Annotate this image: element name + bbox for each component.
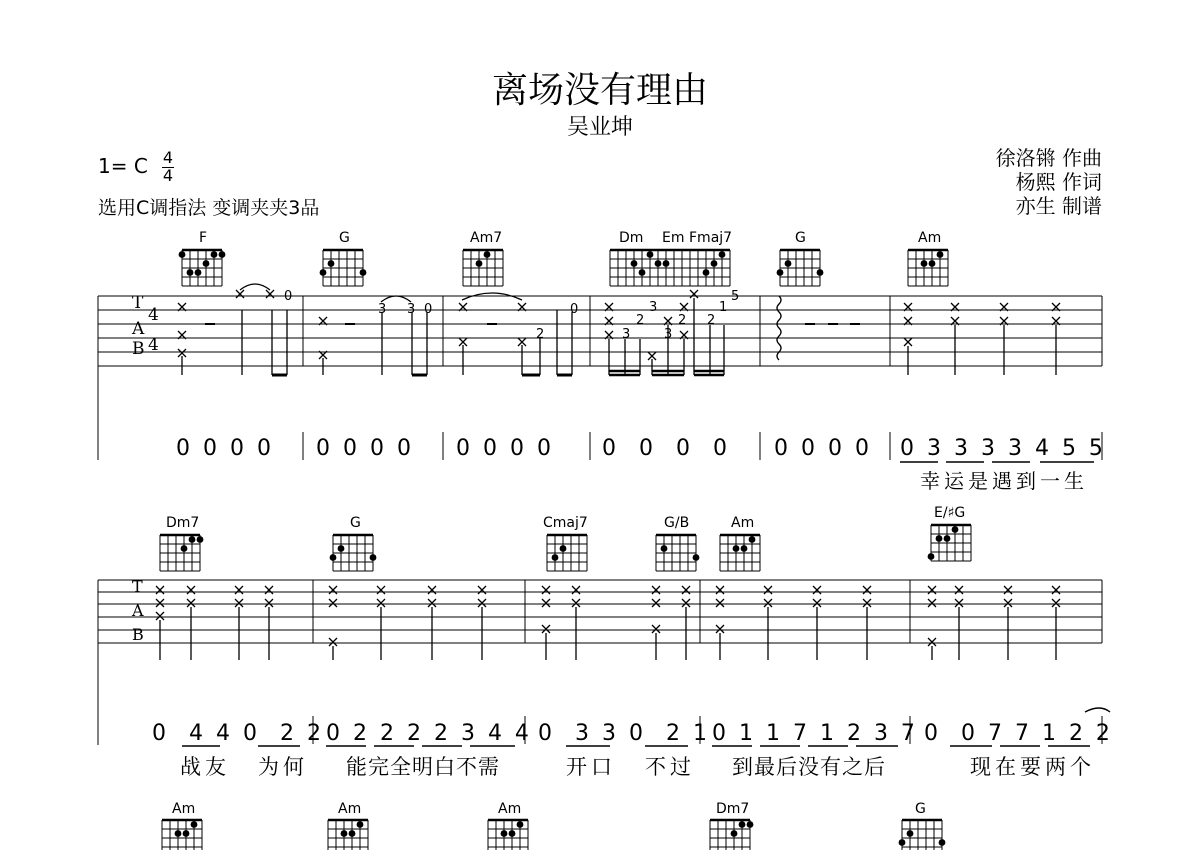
jianpu-bar-3: 0 0 0 0 (456, 436, 554, 461)
lyric-5: 开口 (566, 755, 616, 779)
capo-note: 选用C调指法 变调夹夹3品 (98, 197, 320, 219)
lyric-1: 幸运是遇到一生 (920, 469, 1088, 493)
chord-Dm7: Dm7 (166, 515, 200, 531)
lyric-2: 战友 (180, 755, 230, 779)
tab-notes-2 (156, 586, 1060, 660)
chord-diagram-Am-3 (162, 820, 202, 850)
finger-dot (175, 830, 182, 837)
key-signature: 1= C (98, 154, 148, 178)
tab-clef-2 (131, 577, 144, 644)
tab-letter-a: A (132, 319, 145, 339)
svg-text:5: 5 (731, 289, 740, 304)
chord-diagram-Am7 (463, 250, 503, 286)
finger-dot (338, 545, 345, 552)
svg-text:T: T (132, 577, 143, 596)
chord-diagram-Am-5 (488, 820, 528, 850)
chord-F: F (199, 230, 208, 246)
finger-dot (187, 269, 194, 276)
finger-dot (747, 821, 754, 828)
tab-letter-b: B (132, 339, 145, 359)
finger-dot (183, 830, 190, 837)
finger-dot (189, 536, 196, 543)
svg-text:3: 3 (407, 302, 416, 317)
finger-dot (501, 830, 508, 837)
svg-text:2: 2 (536, 327, 545, 342)
svg-text:2: 2 (678, 313, 687, 328)
jianpu-bar-1: 0 0 0 0 (176, 436, 274, 461)
chord-E-sharpG: E/♯G (934, 505, 966, 521)
lyric-8: 现在要两个 (970, 755, 1095, 779)
lyrics-2 (180, 755, 1095, 779)
finger-dot (785, 260, 792, 267)
song-artist: 吴业坤 (566, 115, 633, 140)
finger-dot (360, 269, 367, 276)
chord-diagram-G-3 (330, 535, 377, 571)
finger-dot (330, 554, 337, 561)
tab-fret-numbers-1 (284, 289, 739, 342)
tab-notes-1 (178, 284, 1060, 375)
finger-dot (731, 830, 738, 837)
chord-Am7: Am7 (470, 230, 503, 246)
finger-dot (939, 839, 946, 846)
svg-text:2: 2 (636, 313, 645, 328)
svg-text:A: A (132, 601, 144, 620)
finger-dot (197, 536, 204, 543)
finger-dot (907, 830, 914, 837)
svg-text:0: 0 (570, 302, 579, 317)
lyric-6: 不过 (645, 755, 695, 779)
svg-text:0: 0 (284, 289, 293, 304)
finger-dot (328, 260, 335, 267)
finger-dot (341, 830, 348, 837)
svg-text:3: 3 (622, 327, 631, 342)
chord-diagram-Dm7-2 (710, 820, 753, 850)
finger-dot (693, 554, 700, 561)
finger-dot (219, 251, 226, 258)
chord-Cmaj7: Cmaj7 (543, 515, 588, 531)
chord-Am: Am (918, 230, 942, 246)
finger-dot (936, 535, 943, 542)
jianpu-bar-6: 0 3 3 3 3 4 5 5 (900, 436, 1106, 461)
finger-dot (370, 554, 377, 561)
chord-diagram-Am-2 (720, 535, 760, 571)
finger-dot (937, 251, 944, 258)
numbered-notation-1 (176, 436, 1106, 461)
svg-text:3: 3 (649, 300, 658, 315)
finger-dot (195, 269, 202, 276)
chord-Dm: Dm (619, 230, 644, 246)
finger-dot (509, 830, 516, 837)
finger-dot (777, 269, 784, 276)
chord-diagram-G (320, 250, 367, 286)
finger-dot (817, 269, 824, 276)
jianpu-bar-4: 0 0 0 0 (602, 436, 730, 461)
jianpu-bar-7: 0 4 4 0 2 2 (152, 721, 324, 746)
finger-dot (320, 269, 327, 276)
chord-diagram-Dm7 (160, 535, 203, 571)
finger-dot (484, 251, 491, 258)
chord-Am-3: Am (172, 801, 196, 817)
lyric-3: 为何 (258, 755, 308, 779)
finger-dot (749, 536, 756, 543)
finger-dot (952, 526, 959, 533)
svg-text:0: 0 (424, 302, 433, 317)
svg-text:2: 2 (707, 313, 716, 328)
jianpu-bar-5: 0 0 0 0 (774, 436, 872, 461)
chord-diagram-Am-4 (328, 820, 368, 850)
tab-clef-1 (131, 293, 159, 359)
chord-names-2 (166, 505, 965, 531)
chord-Fmaj7: Fmaj7 (689, 230, 733, 246)
finger-dot (631, 260, 638, 267)
time-signature-top: 4 (162, 148, 174, 167)
chord-diagrams-3 (162, 820, 945, 850)
chord-Am-4: Am (338, 801, 362, 817)
tab-time-bottom: 4 (148, 335, 159, 355)
chord-G-2: G (795, 230, 806, 246)
svg-text:3: 3 (664, 327, 673, 342)
finger-dot (639, 269, 646, 276)
finger-dot (179, 251, 186, 258)
composer-credit: 徐洛锵 作曲 (995, 146, 1102, 170)
finger-dot (357, 821, 364, 828)
finger-dot (663, 260, 670, 267)
finger-dot (181, 545, 188, 552)
chord-diagram-G-B (656, 535, 699, 571)
jianpu-bar-9: 0 3 3 0 2 1 (538, 721, 710, 746)
finger-dot (719, 251, 726, 258)
finger-dot (560, 545, 567, 552)
chord-names-1 (199, 230, 941, 246)
finger-dot (733, 545, 740, 552)
svg-text:B: B (132, 625, 144, 644)
chord-G-B: G/B (664, 515, 690, 531)
chord-diagram-Em (650, 250, 690, 286)
finger-dot (211, 251, 218, 258)
finger-dot (921, 260, 928, 267)
finger-dot (741, 545, 748, 552)
lyric-7: 到最后没有之后 (732, 755, 886, 779)
jianpu-bar-10: 0 1 1 7 1 2 3 7 (712, 721, 918, 746)
finger-dot (191, 821, 198, 828)
jianpu-bar-11: 0 0 7 7 1 2 2 (924, 721, 1113, 746)
finger-dot (703, 269, 710, 276)
chord-diagrams-2 (160, 525, 971, 571)
chord-diagrams-1 (179, 250, 948, 286)
finger-dot (655, 260, 662, 267)
finger-dot (929, 260, 936, 267)
chord-Em: Em (662, 230, 685, 246)
tab-time-top: 4 (148, 305, 159, 325)
chord-diagram-F (179, 250, 226, 286)
finger-dot (203, 260, 210, 267)
chord-diagram-G-2 (777, 250, 824, 286)
finger-dot (739, 821, 746, 828)
chord-Am-2: Am (731, 515, 755, 531)
svg-text:3: 3 (378, 302, 387, 317)
chord-diagram-Am (908, 250, 948, 286)
lyricist-credit: 杨熙 作词 (1015, 170, 1102, 194)
time-signature-bottom: 4 (162, 166, 174, 185)
chord-diagram-Dm (610, 250, 653, 286)
chord-names-3 (172, 801, 926, 817)
chord-diagram-E-sharpG (928, 525, 971, 561)
chord-G-3: G (350, 515, 361, 531)
finger-dot (552, 554, 559, 561)
tab-letter-t: T (132, 293, 144, 313)
finger-dot (661, 545, 668, 552)
chord-G: G (339, 230, 350, 246)
chord-diagram-Fmaj7 (690, 250, 730, 286)
chord-G-4: G (915, 801, 926, 817)
finger-dot (944, 535, 951, 542)
finger-dot (476, 260, 483, 267)
svg-text:1: 1 (719, 300, 728, 315)
song-title: 离场没有理由 (491, 70, 708, 111)
jianpu-bar-2: 0 0 0 0 (316, 436, 414, 461)
finger-dot (899, 839, 906, 846)
finger-dot (349, 830, 356, 837)
finger-dot (928, 553, 935, 560)
lyric-4: 能完全明白不需 (346, 755, 500, 779)
chord-Am-5: Am (498, 801, 522, 817)
transcriber-credit: 亦生 制谱 (1015, 194, 1102, 218)
chord-diagram-Cmaj7 (547, 535, 587, 571)
finger-dot (517, 821, 524, 828)
numbered-notation-2 (152, 721, 1113, 746)
finger-dot (711, 260, 718, 267)
jianpu-bar-8: 0 2 2 2 2 3 4 4 (326, 721, 532, 746)
chord-diagram-G-4 (899, 820, 946, 850)
chord-Dm7-2: Dm7 (716, 801, 750, 817)
